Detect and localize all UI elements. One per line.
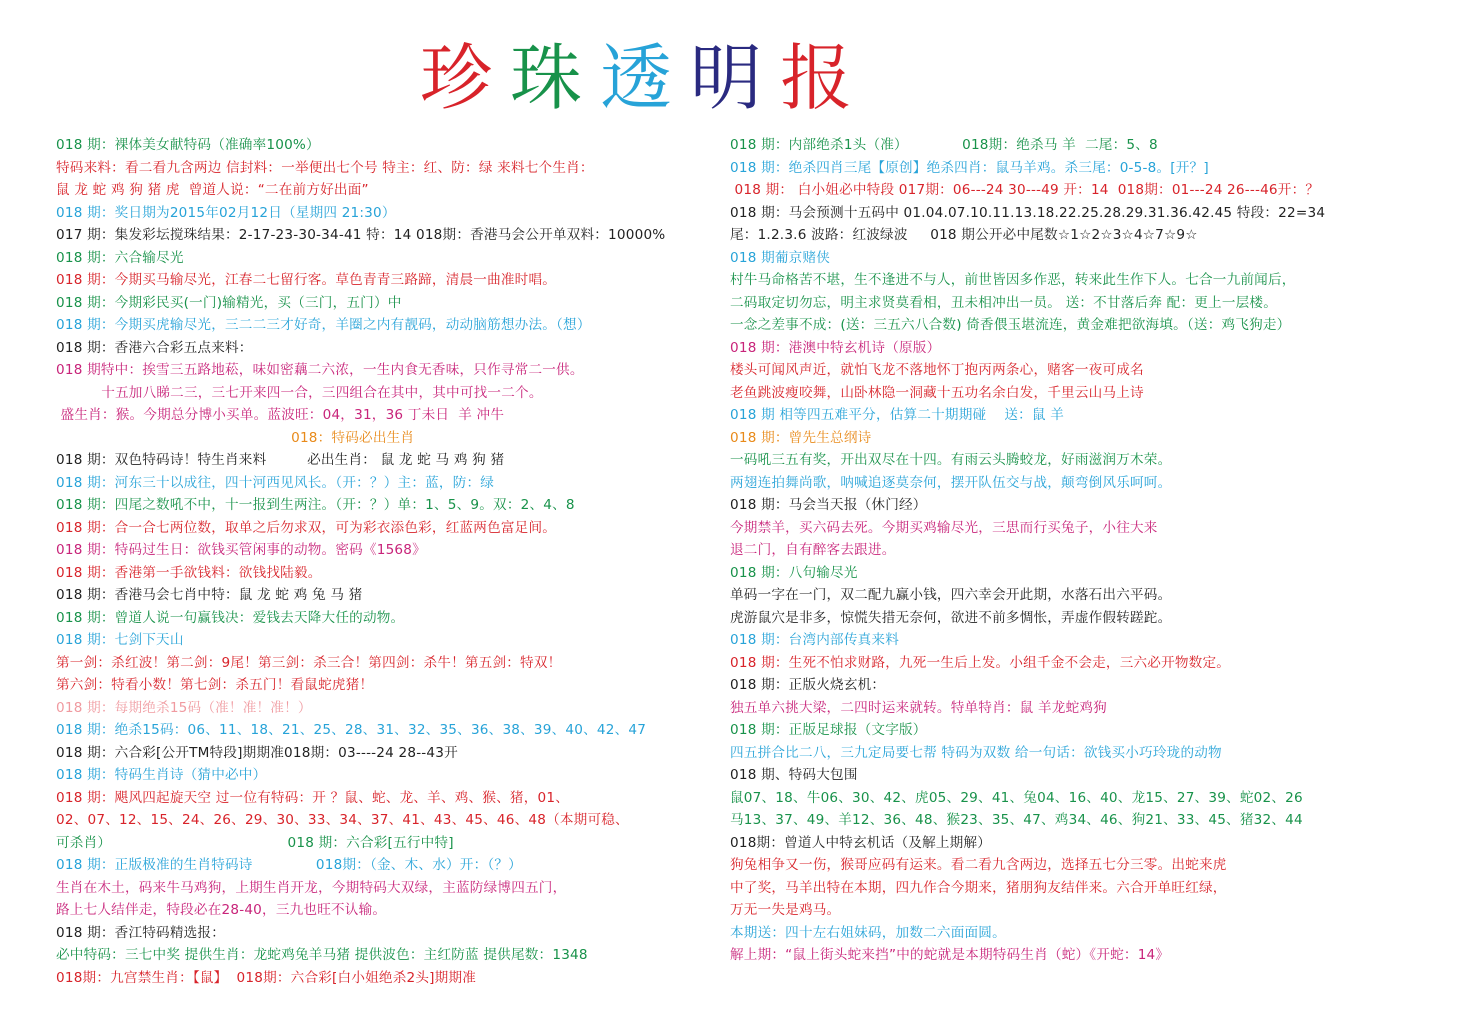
text-line: 018 期：六合彩[公开TM特段]期期准018期：03----24 28--43开 bbox=[56, 744, 458, 761]
text-line: 018 期：每期绝杀15码（准！准！准！） bbox=[56, 699, 312, 716]
text-line: 018 期：正版足球报（文字版） bbox=[730, 722, 927, 738]
text-line: 虎游鼠穴是非多，惊慌失措无奈何，欲进不前多惆怅，弄虚作假转蹉跎。 bbox=[730, 609, 1172, 626]
page-title bbox=[420, 28, 900, 118]
text-line: 第六剑：特看小数！第七剑：杀五门！看鼠蛇虎猪！ bbox=[56, 677, 374, 693]
text-line: 018 期：正版极准的生肖特码诗 018期：（金、木、水）开：（？） bbox=[56, 857, 522, 873]
text-line: 018 期、特码大包围 bbox=[730, 767, 858, 783]
text-line: 018 期特中：挨雪三五路地菘，味如密藕二六浓，一生内食无香味，只作寻常二一供。 bbox=[56, 362, 584, 378]
text-line: 017 期：集发彩坛搅珠结果：2-17-23-30-34-41 特：14 018期：香港马会公开单双料：10000% bbox=[56, 227, 666, 243]
text-line: 018 期：今期买虎输尽光，三二二三才好奇，羊圈之内有靓码，动动脑筋想办法。（想） bbox=[56, 317, 591, 333]
text-line: 018 期：河东三十以成往，四十河西见风长。（开：？）主：蓝，防：绿 bbox=[56, 474, 495, 491]
text-line: 退二门，自有醉客去跟进。 bbox=[730, 542, 896, 558]
text-line: 村牛马命格苦不堪，生不逢进不与人，前世皆因多作恶，转来此生作下人。七合一九前闻后， bbox=[730, 272, 1296, 288]
text-line: 018 期：绝杀四肖三尾【原创】绝杀四肖：鼠马羊鸡。杀三尾：0-5-8。[开？] bbox=[730, 159, 1209, 176]
text-line: 一念之差事不成：(送：三五六八合数) 倚香偎玉堪流连，黄金难把欲海填。（送：鸡飞狗走） bbox=[730, 317, 1291, 333]
text-line: 中了奖，马羊出特在本期，四九作合今期来，猪朋狗友结伴来。六合开单旺红绿， bbox=[730, 879, 1227, 896]
text-line: 018 期：港澳中特玄机诗（原版） bbox=[730, 339, 941, 356]
text-line: 018期：九宫禁生肖：【鼠】 018期：六合彩[白小姐绝杀2头]期期准 bbox=[56, 969, 477, 986]
text-line: 018 期：特码过生日：欲钱买管闲事的动物。密码《1568》 bbox=[56, 542, 426, 558]
text-line: 018 期：绝杀15码：06、11、18、21、25、28、31、32、35、36、38、39、40、42、47 bbox=[56, 722, 647, 738]
title-char: 明 bbox=[690, 36, 763, 120]
title-char: 透 bbox=[600, 36, 673, 120]
right-column bbox=[730, 134, 1410, 967]
text-line: 今期禁羊，买六码去死。今期买鸡输尽光，三思而行买兔子，小往大来 bbox=[730, 519, 1158, 536]
text-line: 018 期：八句输尽光 bbox=[730, 564, 858, 581]
text-line: 018 期：马会当天报（休门经） bbox=[730, 497, 927, 513]
text-line: 018 期：曾先生总纲诗 bbox=[730, 429, 872, 446]
left-column bbox=[56, 134, 718, 989]
text-line: 018 期：六合输尽光 bbox=[56, 249, 184, 266]
text-line: 盛生肖：猴。今期总分博小买单。蓝波旺：04，31，36 丁未日 羊 冲牛 bbox=[56, 407, 505, 423]
text-line: 尾：1.2.3.6 波路：红波绿波 018 期公开必中尾数☆1☆2☆3☆4☆7☆9☆ bbox=[730, 227, 1198, 243]
text-line: 十五加八睇二三，三七开来四一合，三四组合在其中，其中可找一二个。 bbox=[56, 384, 543, 401]
text-line: 018 期：生死不怕求财路，九死一生后上发。小组千金不会走，三六必开物数定。 bbox=[730, 654, 1231, 671]
text-line: 018 期：双色特码诗！特生肖来料 必出生肖： 鼠 龙 蛇 马 鸡 狗 猪 bbox=[56, 452, 505, 468]
text-line: 018 期：香江特码精选报： bbox=[56, 924, 226, 941]
text-line: 018 期：内部绝杀1头（准） 018期：绝杀马 羊 二尾：5、8 bbox=[730, 137, 1158, 153]
title-char: 报 bbox=[780, 36, 853, 120]
text-line: 018 期：香港第一手欲钱料：欲钱找陆毅。 bbox=[56, 564, 322, 581]
text-line: 018 期：曾道人说一句赢钱决：爱钱去天降大任的动物。 bbox=[56, 609, 405, 626]
text-line: 第一剑：杀红波！第二剑：9尾！第三剑：杀三合！第四剑：杀牛！第五剑：特双！ bbox=[56, 654, 562, 671]
text-line: 018期：曾道人中特玄机话（及解上期解） bbox=[730, 834, 992, 851]
text-line: 老鱼跳波瘦咬舞，山卧林隐一洞藏十五功名余白发，千里云山马上诗 bbox=[730, 384, 1144, 401]
text-line: 02、07、12、15、24、26、29、30、33、34、37、41、43、45、46、48（本期可稳、 bbox=[56, 812, 629, 828]
text-line: 狗兔相争又一伤，猴哥应码有运来。看二看九含两边，选择五七分三零。出蛇来虎 bbox=[730, 857, 1227, 873]
text-line: 二码取定切勿忘，明主求贤莫看相，丑未相冲出一员。 送：不甘落后奔 配：更上一层楼。 bbox=[730, 294, 1277, 311]
text-line: 两翅连拍舞尚歌，呐喊追逐莫奈何，摆开队伍交与战，颠弯倒风乐呵呵。 bbox=[730, 474, 1172, 491]
text-line: 特码来料：看二看九含两边 信封料：一举便出七个号 特主：红、防：绿 来料七个生肖： bbox=[56, 159, 594, 176]
title-char: 珍 bbox=[420, 36, 493, 120]
text-line: 018 期：飓风四起旋天空 过一位有特码：开 ？鼠、蛇、龙、羊、鸡、猴、猪，01、 bbox=[56, 789, 569, 806]
text-line: 018 期：合一合七两位数，取单之后勿求双，可为彩衣添色彩，红蓝两色富足间。 bbox=[56, 519, 557, 536]
text-line: 鼠07、18、牛06、30、42、虎05、29、41、兔04、16、40、龙15、27、39、蛇02、26 bbox=[730, 789, 1303, 806]
text-line: 四五拼合比二八，三九定局要七帮 特码为双数 给一句话：欲钱买小巧玲珑的动物 bbox=[730, 744, 1222, 761]
text-line: 018 期：香港马会七肖中特：鼠 龙 蛇 鸡 兔 马 猪 bbox=[56, 587, 363, 603]
text-line: 018 期：今期买马输尽光，江春二七留行客。草色青青三路蹄，清晨一曲准时唱。 bbox=[56, 272, 557, 288]
text-line: 楼头可闻风声近，就怕飞龙不落地怀丁抱丙两条心，赌客一夜可成名 bbox=[730, 362, 1144, 378]
text-line: 018 期：四尾之数吼不中，十一报到生两注。（开：？）单：1、5、9。双：2、4、8 bbox=[56, 497, 575, 513]
text-line: 018 期：七剑下天山 bbox=[56, 632, 184, 648]
text-line: 可杀肖） 018 期：六合彩[五行中特] bbox=[56, 834, 454, 851]
title-char: 珠 bbox=[510, 36, 583, 120]
text-line: 018 期葡京赌侠 bbox=[730, 249, 831, 266]
text-line: 018 期：台湾内部传真来料 bbox=[730, 632, 900, 648]
text-line: 路上七人结伴走，特段必在28-40，三九也旺不认输。 bbox=[56, 902, 387, 918]
text-line: 018 期：特码生肖诗（猜中必中） bbox=[56, 767, 267, 783]
text-line: 必中特码：三七中奖 提供生肖：龙蛇鸡兔羊马猪 提供波色：主红防蓝 提供尾数：1348 bbox=[56, 947, 588, 963]
text-line: 018 期： 白小姐必中特段 017期：06---24 30---49 开：14 018期：01---24 26---46开：？ bbox=[730, 182, 1320, 198]
text-line: 单码一字在一门，双二配九赢小钱，四六幸会开此期，水落石出六平码。 bbox=[730, 587, 1172, 603]
text-line: 018 期：马会预测十五码中 01.04.07.10.11.13.18.22.25.28.29.31.36.42.45 特段：22=34 bbox=[730, 204, 1326, 221]
text-line: 018 期：裸体美女献特码（准确率100%） bbox=[56, 137, 320, 153]
text-line: 018 期 相等四五难平分，估算二十期期碰 送：鼠 羊 bbox=[730, 407, 1065, 423]
text-line: 018 期：奖日期为2015年02月12日（星期四 21:30） bbox=[56, 204, 396, 221]
text-line: 018 期：今期彩民买(一门)输精光，买（三门，五门）中 bbox=[56, 294, 402, 311]
text-line: 018 期：香港六合彩五点来料： bbox=[56, 339, 253, 356]
text-line: 马13、37、49、羊12、36、48、猴23、35、47、鸡34、46、狗21、33、45、猪32、44 bbox=[730, 812, 1303, 828]
text-line: 一码吼三五有奖，开出双尽在十四。有雨云头腾蛟龙，好雨滋润万木荣。 bbox=[730, 452, 1172, 468]
text-line: 018：特码必出生肖 bbox=[56, 429, 415, 446]
text-line: 万无一失是鸡马。 bbox=[730, 902, 841, 918]
text-line: 解上期：“鼠上街头蛇来挡”中的蛇就是本期特码生肖（蛇）《开蛇：14》 bbox=[730, 947, 1170, 963]
text-line: 独五单六挑大梁，二四时运来就转。特单特肖：鼠 羊龙蛇鸡狗 bbox=[730, 699, 1107, 716]
text-line: 鼠 龙 蛇 鸡 狗 猪 虎 曾道人说：“二在前方好出面” bbox=[56, 182, 369, 198]
text-line: 生肖在木土，码来牛马鸡狗，上期生肖开龙，今期特码大双绿，主蓝防绿博四五门， bbox=[56, 879, 567, 896]
text-line: 本期送：四十左右姐妹码，加数二六面面圆。 bbox=[730, 924, 1006, 941]
text-line: 018 期：正版火烧玄机： bbox=[730, 677, 886, 693]
